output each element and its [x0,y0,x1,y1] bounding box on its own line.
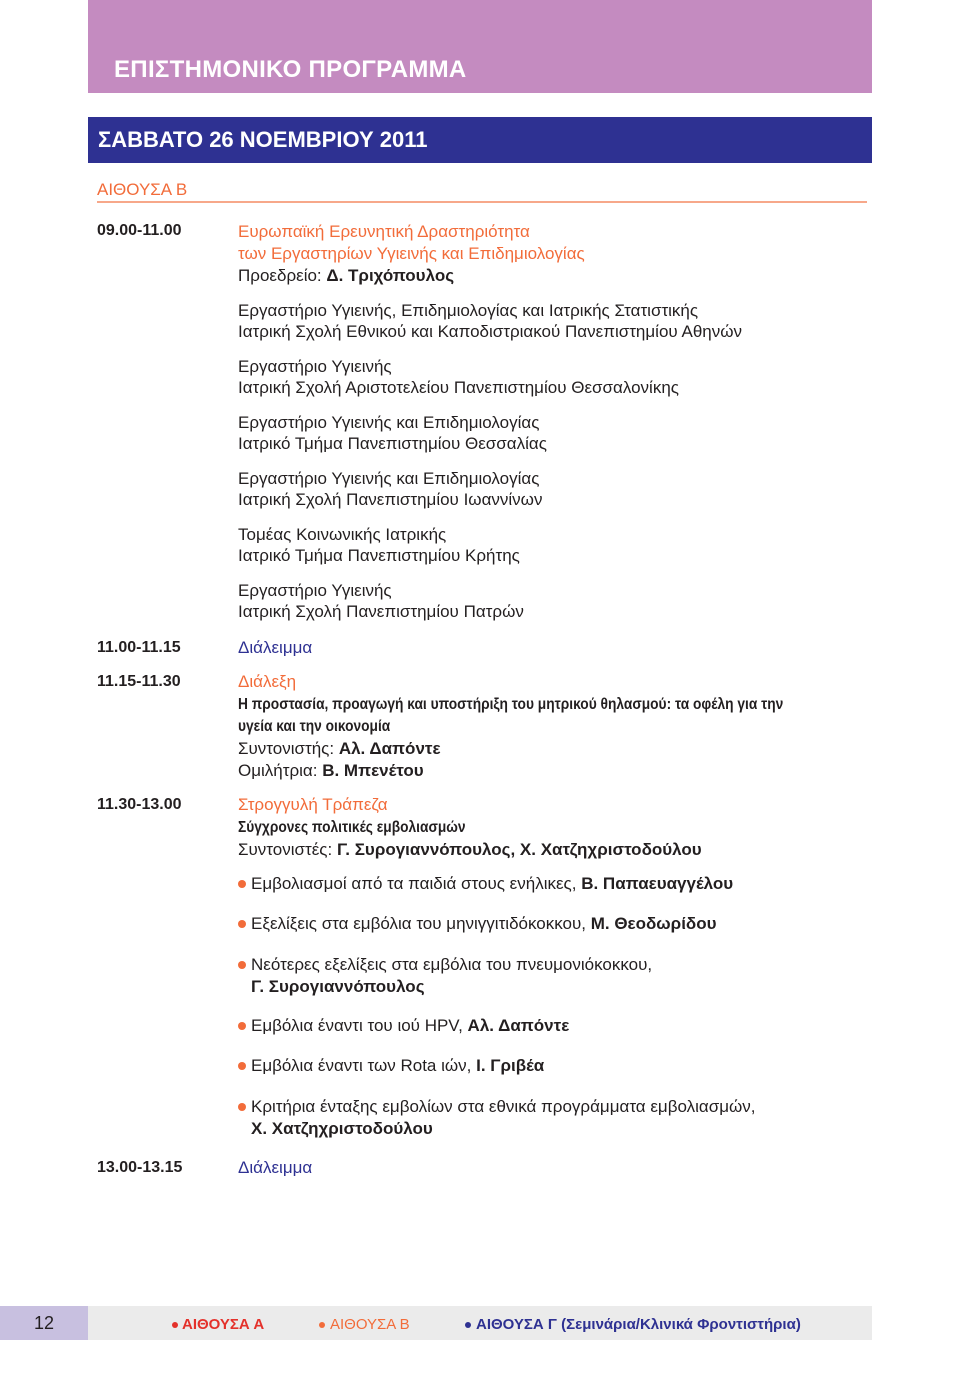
talk-speaker: Β. Παπαευαγγέλου [581,874,734,893]
talk-title: Εμβόλια έναντι του ιού HPV, [251,1016,468,1035]
legend-room-a: ΑΙΘΟΥΣΑ Α [182,1316,265,1333]
legend-room-c: ΑΙΘΟΥΣΑ Γ (Σεμινάρια/Κλινικά Φροντιστήρια) [476,1316,801,1333]
day-heading: ΣΑΒΒΑΤΟ 26 ΝΟΕΜΒΡΙΟΥ 2011 [98,127,428,152]
lecture-coordinator [238,738,441,759]
talk-title: Εμβόλια έναντι των Rota ιών, [251,1056,477,1075]
bullet-icon [465,1322,471,1328]
bullet-icon [238,1022,246,1030]
lab-line: Ιατρική Σχολή Εθνικού και Καποδιστριακού Πανεπιστημίου Αθηνών [238,322,743,341]
talk-speaker: Χ. Χατζηχριστοδούλου [251,1119,433,1138]
break-label: Διάλειμμα [238,638,313,657]
coordinator-label: Συντονιστής: [238,739,339,758]
lecture-time: 11.15-11.30 [97,673,181,690]
speaker-label: Ομιλήτρια: [238,761,323,780]
roundtable-subtitle: Σύγχρονες πολιτικές εμβολιασμών [238,819,466,836]
talk-title: Κριτήρια ένταξης εμβολίων στα εθνικά προγράμματα εμβολιασμών, [251,1097,756,1116]
session-chair [238,265,454,286]
lab-line: Ιατρική Σχολή Πανεπιστημίου Ιωαννίνων [238,490,543,509]
room-divider [97,201,867,203]
talk-item [251,1055,544,1076]
bullet-icon [238,961,246,969]
lecture-speaker [238,760,424,781]
roundtable-time: 11.30-13.00 [97,796,182,813]
bullet-icon [238,1062,246,1070]
chair-name: Δ. Τριχόπουλος [326,266,455,285]
lab-line: Ιατρική Σχολή Πανεπιστημίου Πατρών [238,602,524,621]
talk-item [251,1015,569,1036]
lab-line: Τομέας Κοινωνικής Ιατρικής [238,525,447,544]
lab-line: Εργαστήριο Υγιεινής [238,581,392,600]
lab-line: Ιατρική Σχολή Αριστοτελείου Πανεπιστημίου Θεσσαλονίκης [238,378,679,397]
lab-line: Εργαστήριο Υγιεινής, Επιδημιολογίας και Ιατρικής Στατιστικής [238,301,699,320]
room-heading: ΑΙΘΟΥΣΑ Β [97,180,188,199]
bullet-icon [238,920,246,928]
lab-line: Εργαστήριο Υγιεινής και Επιδημιολογίας [238,469,540,488]
talk-speaker: Γ. Συρογιαννόπουλος [251,977,425,996]
bullet-icon [238,1103,246,1111]
break-time: 11.00-11.15 [97,639,181,656]
bullet-icon [172,1322,178,1328]
lecture-title: υγεία και την οικονομία [238,718,391,735]
roundtable-coordinators [238,839,702,860]
coordinator-name: Αλ. Δαπόντε [338,739,441,758]
lab-line: Εργαστήριο Υγιεινής και Επιδημιολογίας [238,413,540,432]
coordinators-label: Συντονιστές: [238,840,337,859]
talk-title: Εξελίξεις στα εμβόλια του μηνιγγιτιδόκοκκου, [251,914,591,933]
bullet-icon [319,1322,325,1328]
page-title: ΕΠΙΣΤΗΜΟΝΙΚΟ ΠΡΟΓΡΑΜΜΑ [114,56,467,83]
lab-line: Εργαστήριο Υγιεινής [238,357,392,376]
talk-item [251,873,733,894]
roundtable-label: Στρογγυλή Τράπεζα [238,795,388,814]
talk-item [251,913,717,934]
lecture-title: Η προστασία, προαγωγή και υποστήριξη του μητρικού θηλασμού: τα οφέλη για την [238,696,784,713]
talk-speaker: Αλ. Δαπόντε [467,1016,570,1035]
page-number: 12 [33,1313,55,1333]
session-title: των Εργαστηρίων Υγιεινής και Επιδημιολογίας [238,244,585,263]
session-title: Ευρωπαϊκή Ερευνητική Δραστηριότητα [238,222,530,241]
talk-title: Νεότερες εξελίξεις στα εμβόλια του πνευμονιόκοκκου, [251,955,653,974]
talk-speaker: Μ. Θεοδωρίδου [590,914,717,933]
talk-title: Εμβολιασμοί από τα παιδιά στους ενήλικες, [251,874,582,893]
lab-line: Ιατρικό Τμήμα Πανεπιστημίου Κρήτης [238,546,520,565]
session-time: 09.00-11.00 [97,222,182,239]
chair-label: Προεδρείο: [238,266,327,285]
break-label: Διάλειμμα [238,1158,313,1177]
talk-speaker: Ι. Γριβέα [476,1056,545,1075]
bullet-icon [238,880,246,888]
break-time: 13.00-13.15 [97,1159,183,1176]
lab-line: Ιατρικό Τμήμα Πανεπιστημίου Θεσσαλίας [238,434,547,453]
lecture-label: Διάλεξη [238,672,297,691]
legend-room-b: ΑΙΘΟΥΣΑ Β [330,1316,410,1333]
coordinators-names: Γ. Συρογιαννόπουλος, Χ. Χατζηχριστοδούλου [336,840,702,859]
speaker-name: Β. Μπενέτου [322,761,424,780]
